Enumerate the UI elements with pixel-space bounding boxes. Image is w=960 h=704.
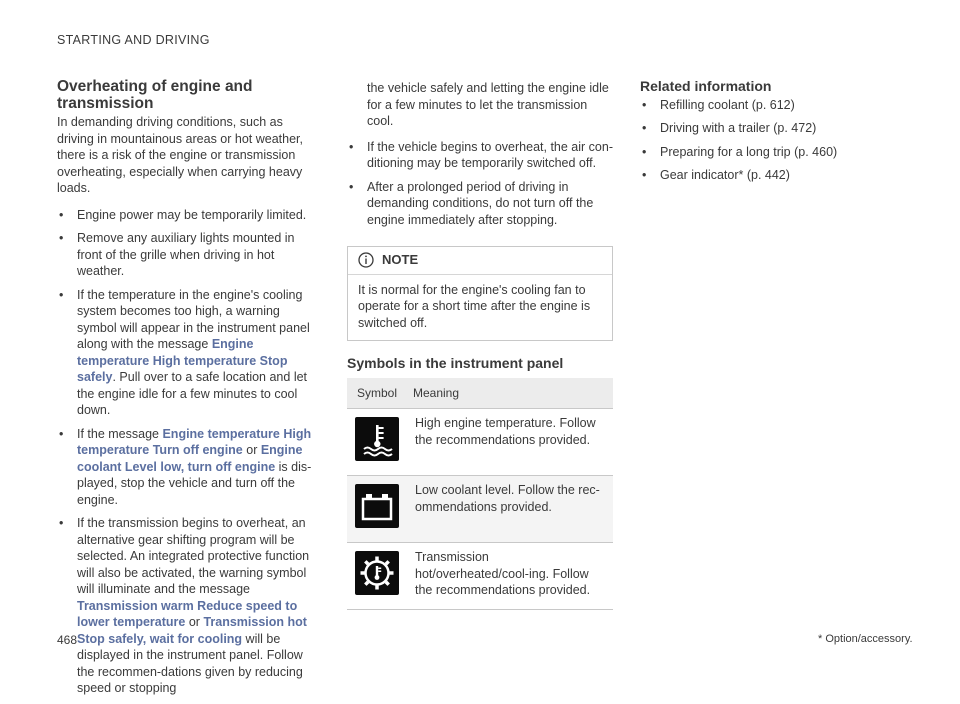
related-link[interactable] xyxy=(640,120,890,137)
related-heading: Related information xyxy=(640,78,772,94)
page-number: 468 xyxy=(57,633,78,647)
list-item-text: After a prolonged period of driving in demanding conditions, do not turn off the engine immediately after stopping. xyxy=(367,179,594,227)
message-text: Engine temperature High temperature Stop safely xyxy=(77,337,288,384)
main-column xyxy=(57,78,319,704)
list-item xyxy=(57,287,319,419)
related-link[interactable] xyxy=(640,167,890,184)
list-item xyxy=(57,207,319,224)
bullet: • xyxy=(349,139,354,154)
main-bullet-list xyxy=(57,207,319,697)
message-text: Transmission warm Reduce speed to lower temperature xyxy=(77,598,298,629)
symbol-cell xyxy=(347,543,407,610)
bullet: • xyxy=(349,179,354,194)
list-item-text: . Pull over to a safe location and let the engine idle for a few minutes to cool down. xyxy=(77,370,308,417)
related-link-text[interactable]: Refilling coolant (p. 612) xyxy=(660,97,795,112)
middle-column xyxy=(347,80,613,610)
symbol-cell xyxy=(347,476,407,543)
middle-bullet-list xyxy=(347,139,613,229)
list-item-text: will be displayed in the instrument panel. Follow the recommen-dations given by reducing speed or stopping xyxy=(77,631,303,695)
bullet: • xyxy=(59,426,64,441)
list-item-text: If the vehicle begins to overheat, the air con-ditioning may be temporarily switched off. xyxy=(367,139,613,170)
column-header-symbol: Symbol xyxy=(347,378,407,409)
list-item-text: Remove any auxiliary lights mounted in front of the grille when driving in hot weather. xyxy=(77,231,295,278)
bullet: • xyxy=(642,144,647,159)
coolant-level-icon xyxy=(355,484,399,528)
bullet: • xyxy=(642,97,647,112)
note-header xyxy=(348,247,612,275)
list-item-text: is dis-played, stop the vehicle and turn off the engine. xyxy=(77,459,312,507)
bullet: • xyxy=(59,207,64,222)
list-item-text: or xyxy=(242,443,261,457)
bullet: • xyxy=(59,516,64,530)
list-item xyxy=(347,179,613,229)
message-text: Transmission hot Stop safely, wait for cooling xyxy=(77,615,307,646)
meaning-cell: Transmission hot/overheated/cool-ing. Follow the recommendations provided. xyxy=(407,543,613,610)
meaning-cell: High engine temperature. Follow the recommendations provided. xyxy=(407,409,613,476)
list-item-text: If the message xyxy=(77,426,163,441)
list-item-text: Engine power may be temporarily limited. xyxy=(77,207,307,222)
bullet: • xyxy=(59,287,64,302)
table-row xyxy=(347,409,613,476)
table-header-row xyxy=(347,378,613,409)
note-title: NOTE xyxy=(382,252,419,267)
related-link[interactable] xyxy=(640,144,890,161)
engine-temperature-icon xyxy=(355,417,399,461)
list-item xyxy=(347,139,613,172)
bullet: • xyxy=(59,231,64,245)
info-icon xyxy=(358,252,374,268)
symbol-cell xyxy=(347,409,407,476)
list-item-text: or xyxy=(185,615,204,629)
page-title: Overheating of engine and transmission xyxy=(57,78,253,112)
list-item xyxy=(57,230,319,280)
section-header: STARTING AND DRIVING xyxy=(57,33,210,47)
list-item-text: If the temperature in the engine's cooling system becomes too high, a warning symbol will appear in the instrument panel along with the message xyxy=(77,287,310,351)
continuation-text: the vehicle safely and letting the engine idle for a few minutes to let the transmission cool. xyxy=(367,81,609,128)
related-link-text[interactable]: Preparing for a long trip (p. 460) xyxy=(660,144,838,159)
message-text: Engine coolant Level low, turn off engine xyxy=(77,443,303,474)
table-row xyxy=(347,476,613,543)
note-text: It is normal for the engine's cooling fan to operate for a short time after the engine is switched off. xyxy=(358,282,591,330)
note-box xyxy=(347,246,613,341)
related-link-text[interactable]: Driving with a trailer (p. 472) xyxy=(660,121,817,135)
list-item xyxy=(57,515,319,697)
column-header-meaning: Meaning xyxy=(407,378,613,409)
related-link-text[interactable]: Gear indicator* (p. 442) xyxy=(660,168,790,182)
table-row xyxy=(347,543,613,610)
message-text: Engine temperature High temperature Turn off engine xyxy=(77,426,312,457)
meaning-cell: Low coolant level. Follow the rec-ommendations provided. xyxy=(407,476,613,543)
footnote: * Option/accessory. xyxy=(818,633,913,645)
transmission-temperature-icon xyxy=(355,551,399,595)
bullet: • xyxy=(642,121,647,135)
related-link[interactable] xyxy=(640,97,890,114)
related-list xyxy=(640,97,890,184)
symbols-heading: Symbols in the instrument panel xyxy=(347,355,564,371)
list-item xyxy=(57,426,319,509)
related-column xyxy=(640,78,890,191)
list-item-text: If the transmission begins to overheat, an alternative gear shifting program will be selected. An integrated protective function will also be activated, the warning symbol will illuminate and the message xyxy=(77,516,310,596)
bullet: • xyxy=(642,168,647,182)
intro-paragraph: In demanding driving conditions, such as driving in mountainous areas or hot weather, there is a risk of the engine or transmission overheating, especially when carrying heavy loads. xyxy=(57,115,303,195)
symbols-table xyxy=(347,378,613,611)
